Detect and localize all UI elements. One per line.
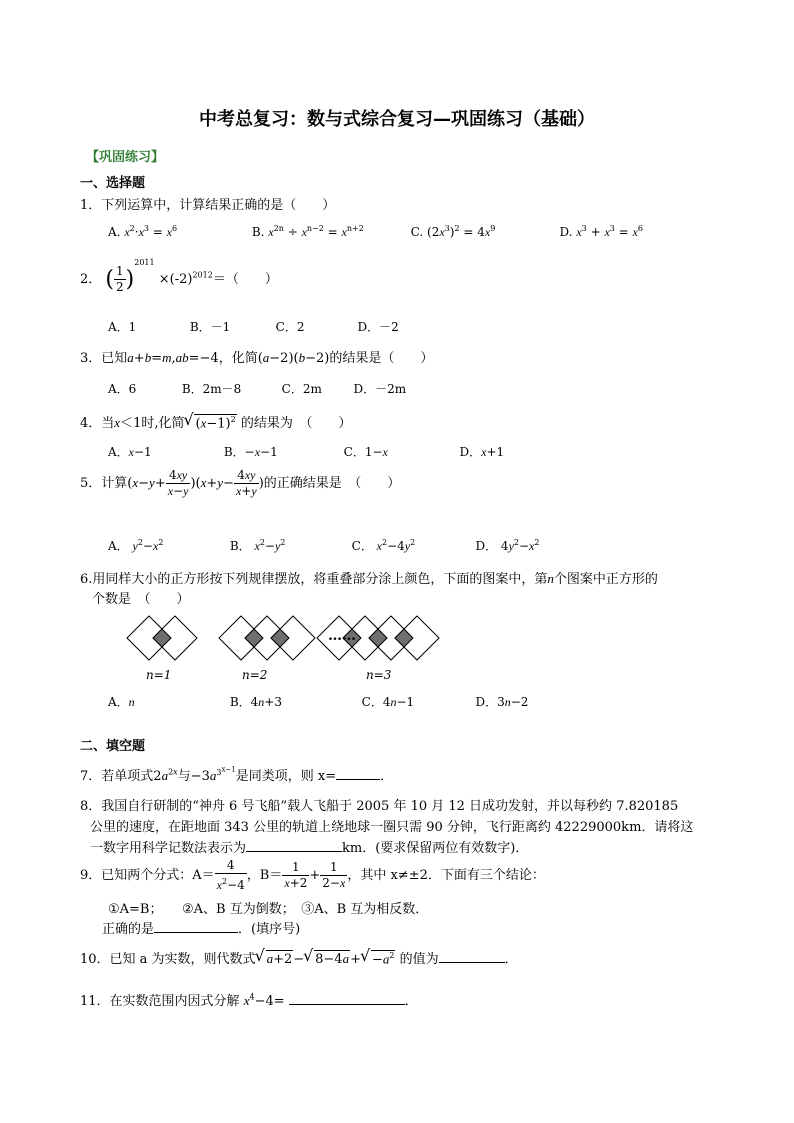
q5-pre: 5．计算 [80, 476, 128, 491]
q5-tail: 的正确结果是 （ ） [263, 476, 401, 491]
q10-answer-blank[interactable] [439, 962, 505, 963]
q4-option-a-label: A． [108, 445, 129, 459]
q4-option-d-label: D． [459, 445, 482, 459]
q9-pre: 9．已知两个分式：A＝ [80, 868, 215, 883]
q1-option-c-label: C. [410, 225, 424, 239]
q1-option-b-label: B. [251, 225, 265, 239]
q6-option-b-label: B． [229, 695, 251, 709]
section-choice: 一、选择题 [80, 176, 146, 191]
q9-answer-line [102, 918, 300, 937]
question-3: 3．已知a+b=m,ab=−4，化简(a−2)(b−2)的结果是（ ） [80, 350, 434, 366]
q4-options: A．x−1 B．−x−1 C．1−x D．x+1 [108, 445, 505, 459]
q8-line3a: 一数字用科学记数法表示为 [90, 841, 247, 856]
q6-line1b: 个图案中正方形的 [553, 572, 658, 587]
q3-option-a: A．6 [108, 382, 137, 396]
q3-mid: ，化简 [218, 351, 258, 366]
q8-answer-blank[interactable] [246, 851, 342, 852]
q9-conclusions: ①A=B； ②A、B 互为倒数； ③A、B 互为相反数． [108, 902, 429, 917]
section-fill: 二、填空题 [80, 739, 146, 754]
question-2: 2． ( $\frac{1}{2}$ )$^{2011} \times(-2)^{2012}=$（ ） [80, 258, 278, 294]
caption-n3: n=3 [366, 668, 392, 682]
question-11: 11．在实数范围内因式分解 $x^4-4=$ ． [80, 992, 418, 1009]
q9-line3b: ．(填序号) [238, 922, 301, 937]
question-5: 5．计算(x−y+ $\frac{4xy}{x-y}$ )(x+y− $\frac{4xy}{x+y}$ )的正确结果是 （ ） [80, 468, 401, 498]
q6-option-a-label: A． [108, 695, 129, 709]
q7-end: ． [380, 769, 394, 784]
q6-options: A．n B．4n+3 C．4n−1 D．3n−2 [108, 695, 529, 709]
q8-line2: 公里的速度，在距地面 343 公里的轨道上绕地球一圈只需 90 分钟，飞行距离约 42229000km．请将这 [90, 820, 694, 835]
q4-option-c-label: C． [343, 445, 365, 459]
q8-line3 [90, 837, 528, 856]
q3-pre: 3．已知 [80, 351, 128, 366]
q4-mid: 时,化简 [141, 416, 185, 431]
q8-line1: 8．我国自行研制的“神舟 6 号飞船”载人飞船于 2005 年 10 月 12 日成功发射，并以每秒约 7.820185 [80, 799, 679, 814]
q5-option-c-label: C． [351, 539, 373, 553]
q7-tail: 是同类项，则 x= [235, 769, 337, 784]
q4-pre: 4．当 [80, 416, 115, 431]
q9-line3a: 正确的是 [102, 922, 155, 937]
q4-option-b-label: B． [223, 445, 245, 459]
q6-option-c-label: C． [361, 695, 383, 709]
q1-option-a-label: A. [108, 225, 121, 239]
q9-mid: ，B＝ [246, 868, 283, 883]
q5-options: A． $y^2-x^2$ B． $x^2-y^2$ C． $x^2-4y^2$ D． $4y^2-x^2$ [108, 538, 540, 553]
q2-options [108, 318, 399, 335]
q10-end: ． [504, 952, 518, 967]
question-10: 10．已知 a 为实数，则代数式√ a+2−√ $8-4a+√ -a^2$ 的值为 ． [80, 948, 518, 967]
q7-answer-blank[interactable] [336, 779, 380, 780]
q2-option-b: B．－1 [189, 320, 231, 334]
q2-tail: ＝（ ） [212, 272, 278, 287]
q3-option-b: B．2m－8 [181, 382, 242, 396]
caption-n2: n=2 [242, 668, 268, 682]
q7-mid: 与 [177, 769, 191, 784]
q7-pre: 7．若单项式 [80, 769, 154, 784]
pattern-ellipsis: …… [328, 628, 356, 644]
q3-option-d: D．－2m [353, 382, 407, 396]
q5-option-a-label: A． [108, 539, 129, 553]
caption-n1: n=1 [146, 668, 172, 682]
q9-answer-blank[interactable] [154, 932, 238, 933]
question-7: 7．若单项式$2a^{2x}$与$-3a^{3^{x-1}}$是同类项，则 x= ． [80, 765, 394, 784]
q5-option-d-label: D． [475, 539, 498, 553]
q9-tail: ，其中 x≠±2．下面有三个结论： [347, 868, 545, 883]
q1-option-d-label: D. [559, 225, 573, 239]
q4-tail: 的结果为 （ ） [240, 416, 352, 431]
q6-line2: 个数是 （ ） [92, 592, 190, 607]
q3-options [108, 380, 406, 397]
q11-pre: 11．在实数范围内因式分解 [80, 994, 240, 1009]
q10-pre: 10．已知 a 为实数，则代数式 [80, 952, 256, 967]
square-pattern-figure [122, 612, 502, 664]
q2-option-c: C．2 [275, 320, 305, 334]
q1-options: A. $x^2\cdot x^3 = x^6$ B. $x^{2n} \div x^{n-2} = x^{n+2}$ C. $(2x^3)^2 = 4x^9$ D. $x^3 + x^3 = x^6$ [108, 224, 643, 239]
question-9: 9．已知两个分式：A＝ $\frac{4}{x^2-4}$ ，B＝ $\frac{1}{x+2}$ + $\frac{1}{2-x}$ ，其中 x≠±2．下面有三个结论： [80, 858, 545, 892]
q6-option-d-label: D． [475, 695, 498, 709]
question-6: 6.用同样大小的正方形按下列规律摆放，将重叠部分涂上颜色，下面的图案中，第n个图案中正方形的 [80, 571, 658, 587]
q3-tail: 的结果是（ ） [329, 351, 434, 366]
pattern-n1 [127, 616, 197, 660]
q11-end: ． [404, 994, 418, 1009]
q3-option-c: C．2m [281, 382, 322, 396]
q11-answer-blank[interactable] [289, 1004, 405, 1005]
q8-line3b: km．(要求保留两位有效数字)． [342, 841, 529, 856]
q2-option-d: D．－2 [357, 320, 399, 334]
q2-number: 2． [80, 272, 102, 287]
page-title: 中考总复习：数与式综合复习—巩固练习（基础） [199, 109, 595, 130]
q2-option-a: A．1 [108, 320, 137, 334]
question-4: 4．当x＜1时,化简√ $(x-1)^2$ 的结果为 （ ） [80, 412, 351, 431]
q5-option-b-label: B． [229, 539, 251, 553]
q6-line1: 6.用同样大小的正方形按下列规律摆放，将重叠部分涂上颜色，下面的图案中，第 [80, 572, 548, 587]
q10-tail: 的值为 [399, 952, 439, 967]
pattern-n2 [219, 616, 315, 660]
question-1: 1．下列运算中，计算结果正确的是（ ） [80, 198, 336, 213]
practice-tag: 【巩固练习】 [86, 150, 165, 165]
